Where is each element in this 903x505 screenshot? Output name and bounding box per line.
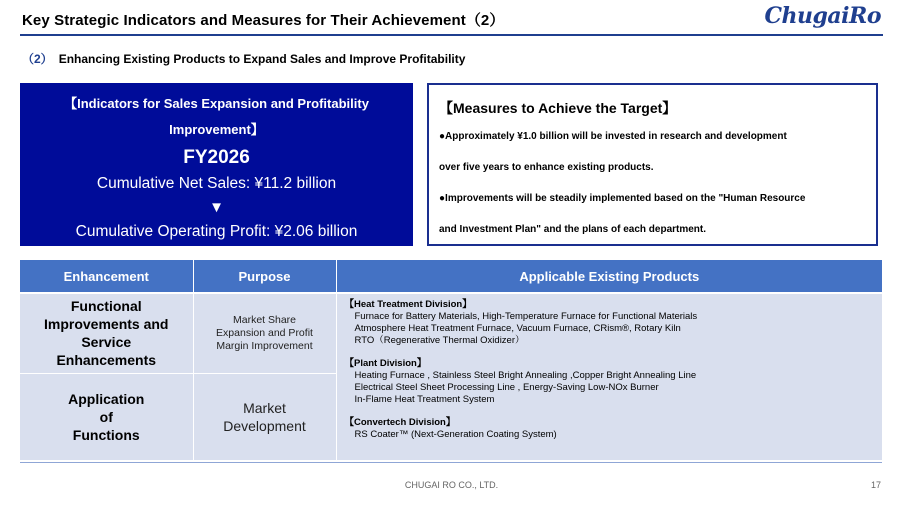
purpose-text: Market	[243, 399, 286, 416]
purpose-text: Development	[223, 417, 306, 434]
measures-line-3: ●Improvements will be steadily implemented based on the "Human Resource	[439, 193, 806, 204]
section-subtitle-text: Enhancing Existing Products to Expand Sales and Improve Profitability	[58, 52, 466, 66]
header-purpose: Purpose	[193, 260, 336, 293]
table-row	[20, 293, 882, 373]
enhancement-cell	[20, 373, 193, 460]
section-number: （2）	[22, 52, 53, 66]
section-subtitle	[22, 50, 465, 67]
enhancement-text: Application	[68, 390, 145, 407]
enhancement-text: Service	[81, 334, 132, 351]
product-line: In-Flame Heat Treatment System	[354, 394, 495, 405]
page-number: 17	[870, 480, 881, 490]
enhancement-table	[20, 260, 882, 461]
measures-heading: 【Measures to Achieve the Target】	[439, 100, 677, 116]
products-cell	[336, 293, 882, 460]
indicators-heading-line1: 【Indicators for Sales Expansion and Profitability	[64, 96, 369, 111]
header-enhancement: Enhancement	[20, 260, 193, 293]
company-logo: ChugaiRo	[764, 3, 881, 29]
purpose-text: Expansion and Profit	[216, 326, 313, 339]
purpose-text: Margin Improvement	[216, 339, 313, 352]
enhancement-text: Enhancements	[56, 352, 157, 369]
product-line: RTO（Regenerative Thermal Oxidizer）	[354, 335, 525, 346]
enhancement-text: Functions	[72, 426, 140, 443]
convertech-division-heading: 【Convertech Division】	[344, 417, 456, 428]
net-sales-target: Cumulative Net Sales: ¥11.2 billion	[96, 175, 337, 192]
down-arrow-icon: ▼	[209, 199, 224, 216]
target-year: FY2026	[183, 147, 250, 168]
operating-profit-target: Cumulative Operating Profit: ¥2.06 billion	[75, 223, 358, 240]
measures-box	[427, 83, 878, 246]
purpose-cell	[193, 373, 336, 460]
plant-division-heading: 【Plant Division】	[344, 358, 427, 369]
measures-line-1: ●Approximately ¥1.0 billion will be invested in research and development	[439, 131, 787, 142]
indicators-box	[20, 83, 413, 246]
product-line: Electrical Steel Sheet Processing Line , Energy-Saving Low-NOx Burner	[354, 382, 659, 393]
product-line: RS Coater™ (Next-Generation Coating System)	[354, 429, 557, 440]
measures-line-4: and Investment Plan" and the plans of each department.	[439, 224, 707, 235]
enhancement-text: Improvements and	[44, 316, 169, 333]
header-products: Applicable Existing Products	[336, 260, 882, 293]
heat-treatment-division-heading: 【Heat Treatment Division】	[344, 299, 472, 310]
footer-company: CHUGAI RO CO., LTD.	[404, 480, 499, 490]
enhancement-text: of	[99, 408, 113, 425]
table-header-row	[20, 260, 882, 293]
product-line: Heating Furnace , Stainless Steel Bright Annealing ,Copper Bright Annealing Line	[354, 370, 697, 381]
enhancement-text: Functional	[70, 298, 142, 315]
indicators-heading-line2: Improvement】	[169, 122, 264, 137]
title-divider	[20, 34, 883, 36]
purpose-text: Market Share	[232, 313, 297, 326]
page-title: Key Strategic Indicators and Measures for Their Achievement（2）	[22, 12, 505, 29]
enhancement-cell	[20, 293, 193, 373]
measures-line-2: over five years to enhance existing products.	[439, 162, 654, 173]
table-bottom-divider	[20, 462, 882, 463]
product-line: Furnace for Battery Materials, High-Temperature Furnace for Functional Materials	[354, 311, 698, 322]
purpose-cell	[193, 293, 336, 373]
product-line: Atmosphere Heat Treatment Furnace, Vacuum Furnace, CRism®, Rotary Kiln	[354, 323, 681, 334]
